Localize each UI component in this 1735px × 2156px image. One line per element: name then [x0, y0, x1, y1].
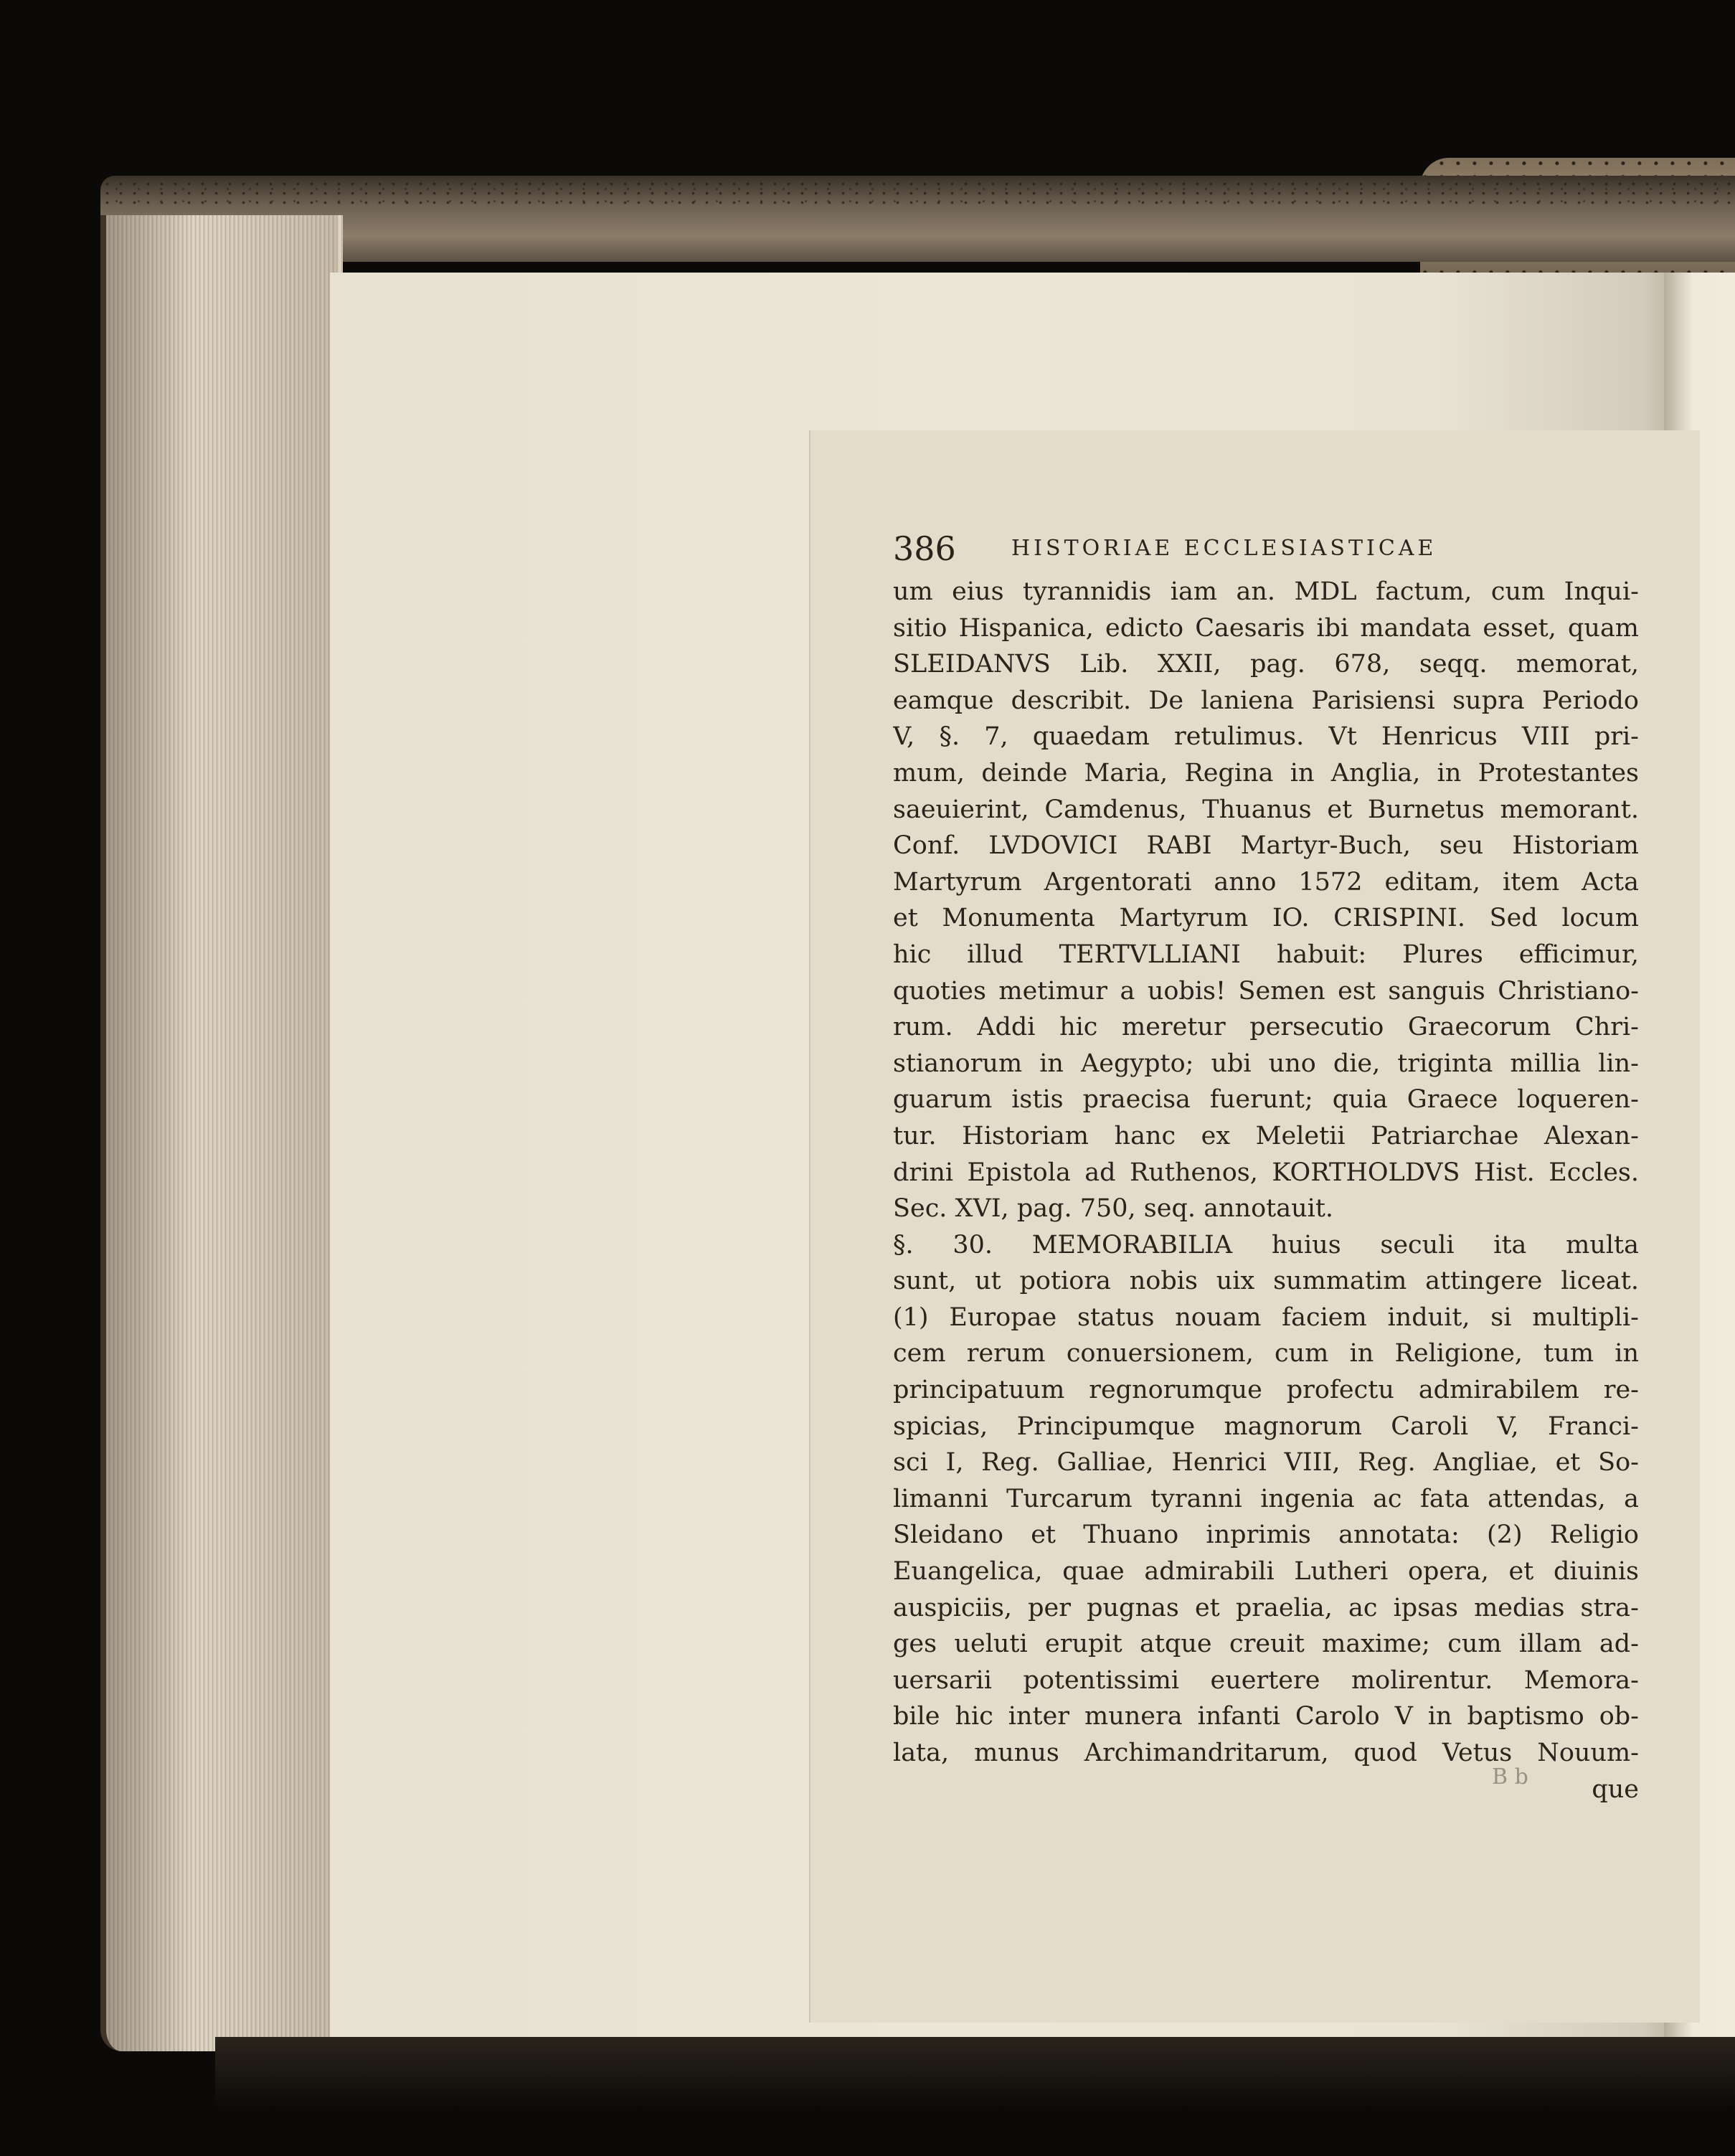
text-line: bile hic inter munera infanti Carolo V in baptismo ob-	[893, 1702, 1639, 1731]
text-line: ges ueluti erupit atque creuit maxime; cum illam ad-	[893, 1630, 1639, 1659]
text-line: SLEIDANVS Lib. XXII, pag. 678, seqq. memorat,	[893, 650, 1639, 679]
printed-text-block	[893, 524, 1639, 1807]
text-line: §. 30. MEMORABILIA huius seculi ita multa	[893, 1230, 1639, 1259]
text-line: lata, munus Archimandritarum, quod Vetus Nouum-	[893, 1739, 1639, 1767]
text-line: cem rerum conuersionem, cum in Religione, tum in	[893, 1339, 1639, 1368]
text-line: Conf. LVDOVICI RABI Martyr-Buch, seu Historiam	[893, 831, 1639, 861]
text-line: drini Epistola ad Ruthenos, KORTHOLDVS Hist. Eccles.	[893, 1158, 1639, 1187]
running-head	[893, 524, 1639, 574]
page-fore-edge-shade	[100, 215, 337, 2051]
text-line: Martyrum Argentorati anno 1572 editam, item Acta	[893, 867, 1639, 897]
text-line: sunt, ut potiora nobis uix summatim attingere liceat.	[893, 1267, 1639, 1296]
text-line: auspiciis, per pugnas et praelia, ac ipsas medias stra-	[893, 1593, 1639, 1622]
text-line: limanni Turcarum tyranni ingenia ac fata attendas, a	[893, 1484, 1639, 1513]
text-line: hic illud TERTVLLIANI habuit: Plures efficimur,	[893, 940, 1639, 969]
text-lines	[893, 574, 1639, 1807]
text-line: stianorum in Aegypto; ubi uno die, triginta millia lin-	[893, 1049, 1639, 1078]
text-line: mum, deinde Maria, Regina in Anglia, in Protestantes	[893, 758, 1639, 788]
running-head-title: HISTORIAE ECCLESIASTICAE	[1011, 536, 1437, 561]
catchword: que	[1592, 1774, 1639, 1804]
page-bottom-shadow	[215, 2037, 1735, 2156]
page-number: 386	[893, 529, 956, 568]
book-top-speckle	[100, 179, 1735, 208]
text-line: (1) Europae status nouam faciem induit, si multipli-	[893, 1302, 1639, 1332]
text-line: guarum istis praecisa fuerunt; quia Graece loqueren-	[893, 1085, 1639, 1115]
text-line: Sec. XVI, pag. 750, seq. annotauit.	[893, 1194, 1334, 1224]
text-line: et Monumenta Martyrum IO. CRISPINI. Sed locum	[893, 904, 1639, 933]
text-line: um eius tyrannidis iam an. MDL factum, cum Inqui-	[893, 577, 1639, 606]
text-line: eamque describit. De laniena Parisiensi supra Periodo	[893, 686, 1639, 715]
text-line: Sleidano et Thuano inprimis annotata: (2) Religio	[893, 1521, 1639, 1550]
text-line: Euangelica, quae admirabili Lutheri opera, et diuinis	[893, 1557, 1639, 1587]
text-line: V, §. 7, quaedam retulimus. Vt Henricus VIII pri-	[893, 722, 1639, 752]
text-line: spicias, Principumque magnorum Caroli V, Franci-	[893, 1412, 1639, 1441]
text-line: tur. Historiam hanc ex Meletii Patriarchae Alexan-	[893, 1121, 1639, 1150]
text-line: sci I, Reg. Galliae, Henrici VIII, Reg. Angliae, et So-	[893, 1448, 1639, 1477]
text-line: principatuum regnorumque profectu admirabilem re-	[893, 1376, 1639, 1405]
text-line: saeuierint, Camdenus, Thuanus et Burnetus memorant.	[893, 795, 1639, 824]
text-line: uersarii potentissimi euertere molirentur. Memora-	[893, 1665, 1639, 1695]
signature-mark: B b	[1492, 1764, 1528, 1789]
text-line: quoties metimur a uobis! Semen est sanguis Christiano-	[893, 976, 1639, 1006]
text-line: sitio Hispanica, edicto Caesaris ibi mandata esset, quam	[893, 613, 1639, 643]
text-line: rum. Addi hic meretur persecutio Graecorum Chri-	[893, 1013, 1639, 1042]
